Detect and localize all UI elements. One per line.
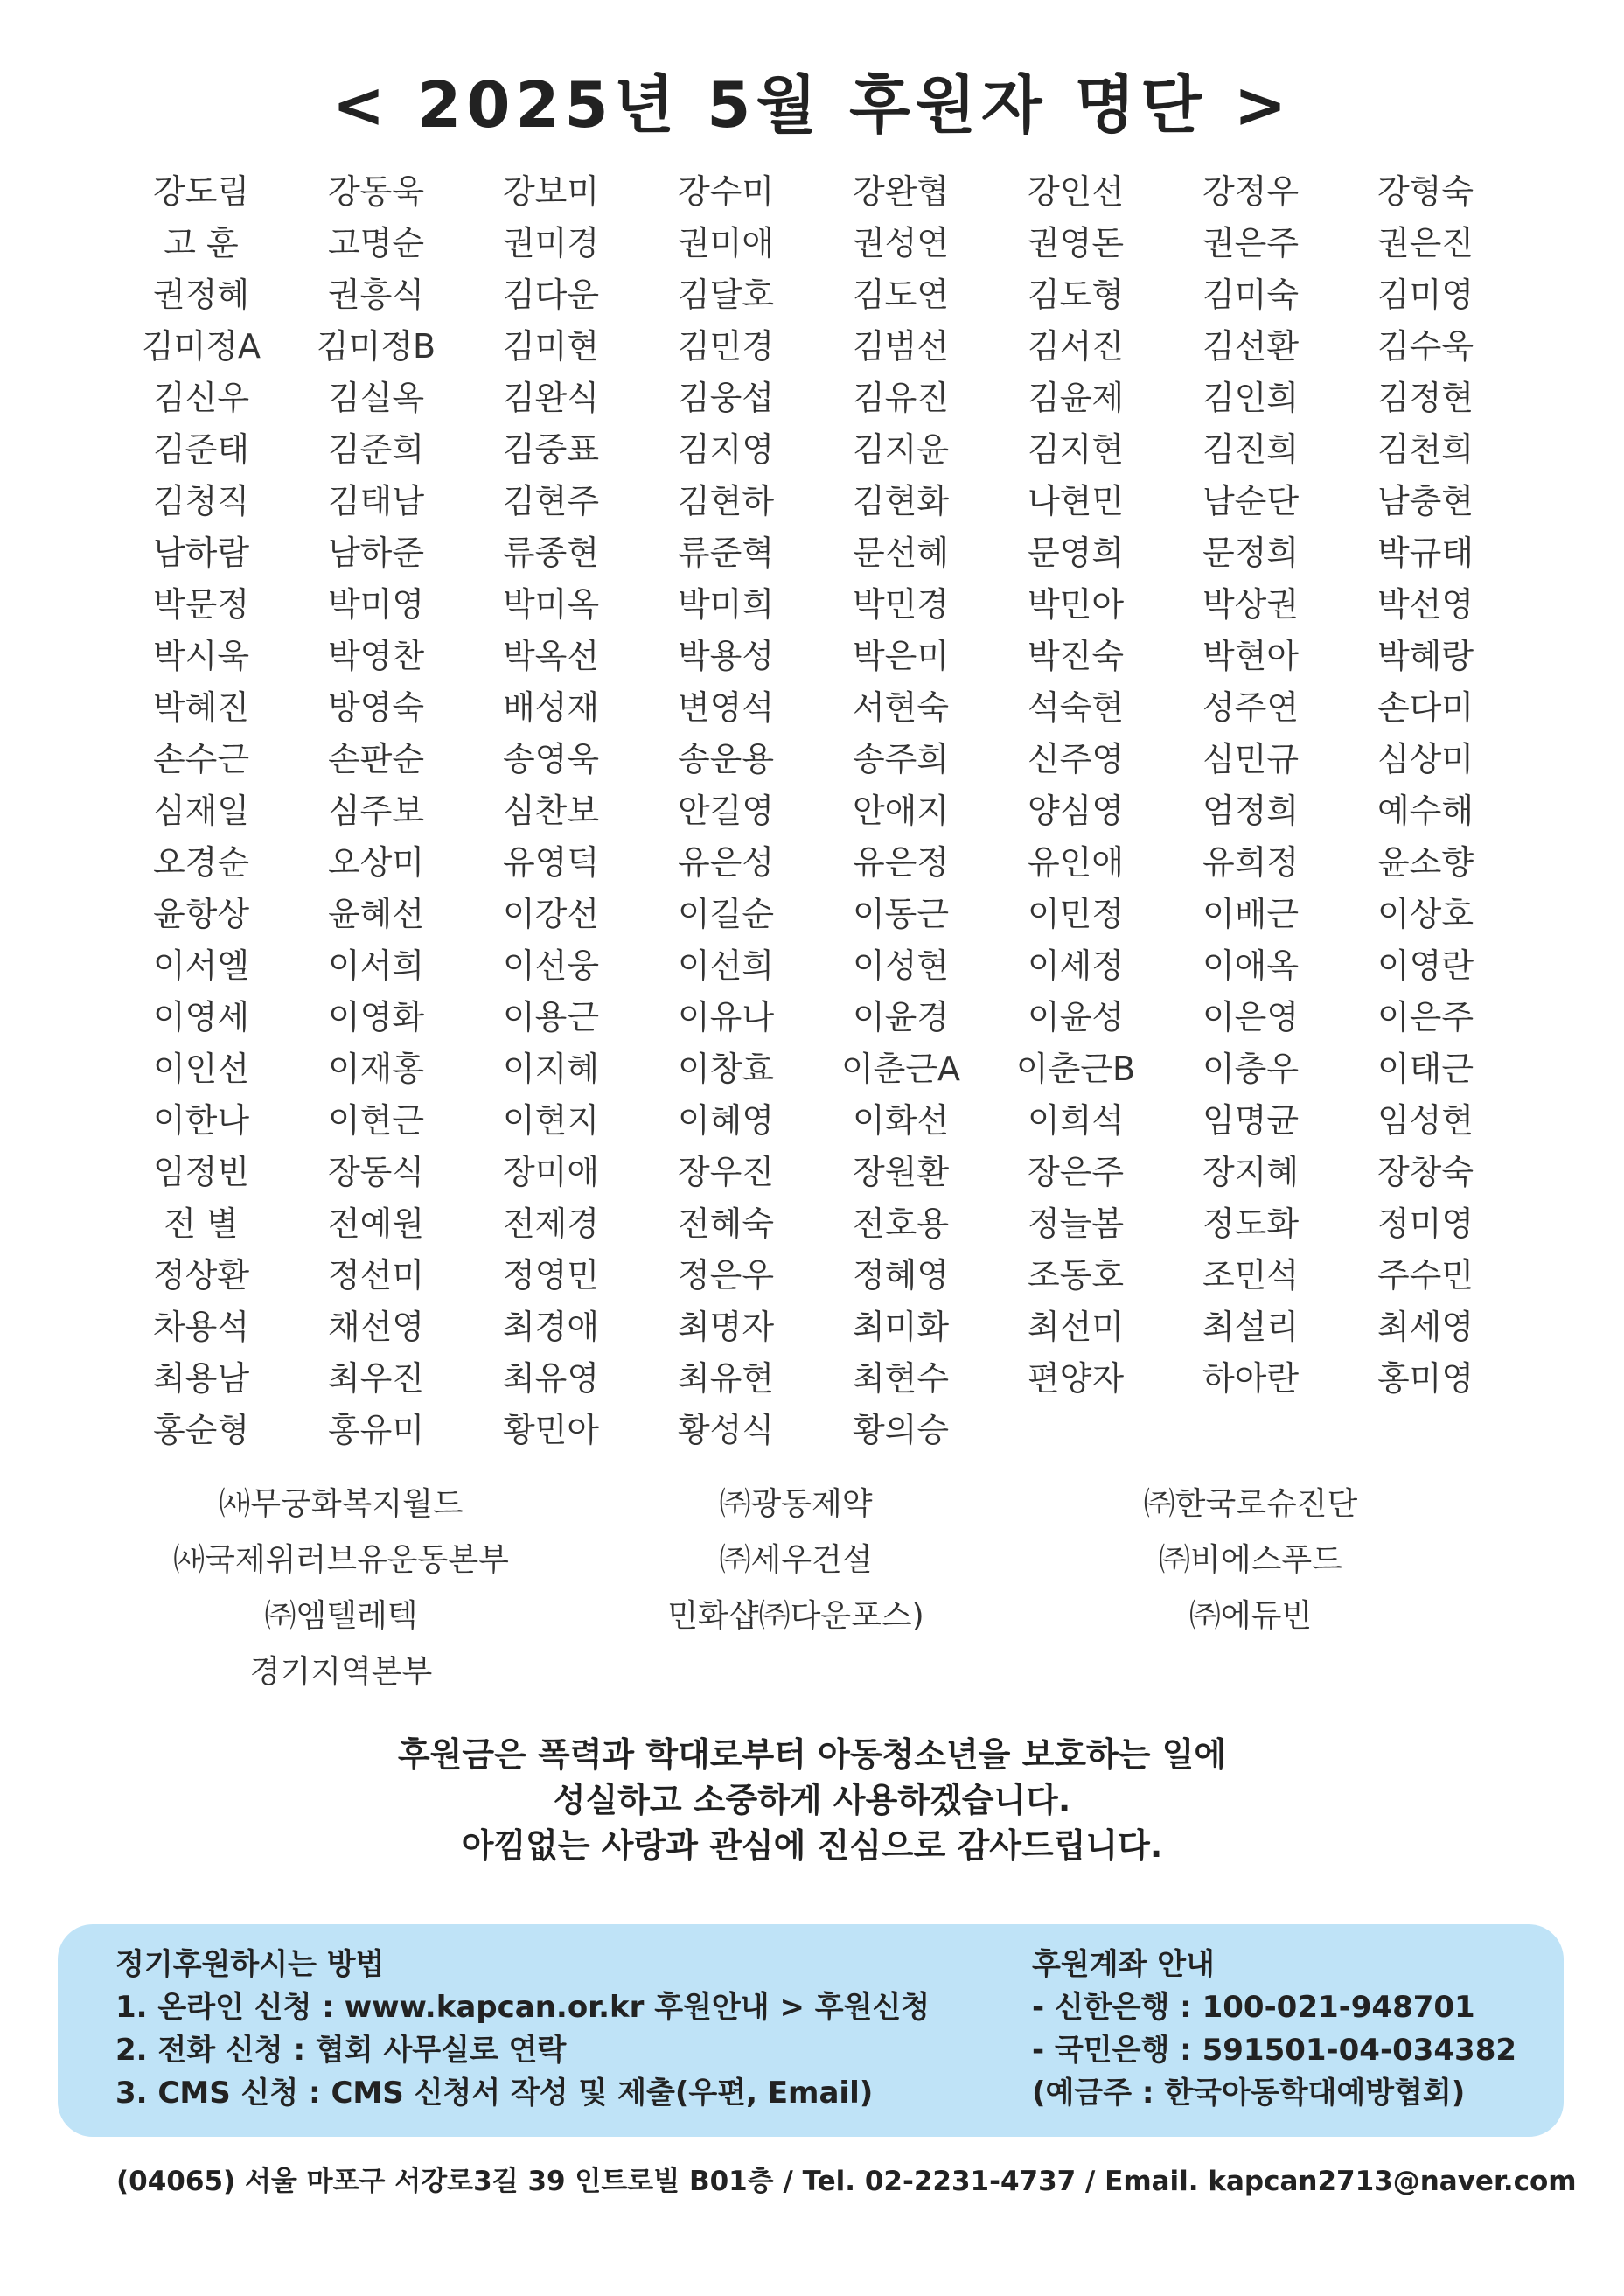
donor-name: 김다운: [502, 276, 600, 314]
donor-name: 박민아: [1027, 585, 1125, 624]
donor-name: 나현민: [1027, 482, 1125, 520]
donor-name: 예수해: [1377, 792, 1474, 830]
donor-name: 문선혜: [852, 534, 950, 572]
donor-name: 박미영: [327, 585, 425, 624]
donor-name: 최세영: [1377, 1308, 1474, 1346]
donor-name: 정선미: [327, 1256, 425, 1295]
donor-name: 이영화: [327, 998, 425, 1036]
donor-name: 송주희: [852, 740, 950, 778]
donor-name: 김수욱: [1377, 327, 1474, 366]
donor-name: 박민경: [852, 585, 950, 624]
donor-name: 이서엘: [152, 946, 250, 985]
donor-name: 강동욱: [327, 172, 425, 211]
donor-name: 박용성: [677, 637, 775, 675]
donor-name: 권은주: [1202, 224, 1300, 262]
donor-name: 이혜영: [677, 1101, 775, 1140]
donor-name: 김지윤: [852, 430, 950, 469]
regular-donation-guide: [115, 1944, 930, 2115]
phone-signup-step: 2. 전화 신청 : 협회 사무실로 연락: [115, 2033, 567, 2068]
donor-name: 문영희: [1027, 534, 1125, 572]
donor-name: 김준태: [152, 430, 250, 469]
donor-name: 전예원: [327, 1204, 425, 1243]
bank-account-guide: [1032, 1944, 1516, 2115]
donor-name: 임명균: [1202, 1101, 1300, 1140]
organization-name: 경기지역본부: [249, 1654, 433, 1690]
donor-name: 권은진: [1377, 224, 1474, 262]
donor-name: 정늘봄: [1027, 1204, 1125, 1243]
donor-name: 전호용: [852, 1204, 950, 1243]
donor-name: 고명순: [327, 224, 425, 262]
donor-name: 홍유미: [327, 1411, 425, 1449]
donor-name: 이현근: [327, 1101, 425, 1140]
donor-name: 최우진: [327, 1359, 425, 1398]
donor-name: 박선영: [1377, 585, 1474, 624]
donor-name: 최현수: [852, 1359, 950, 1398]
donor-name: 이선웅: [502, 946, 600, 985]
donor-name: 최선미: [1027, 1308, 1125, 1346]
donor-name: 최경애: [502, 1308, 600, 1346]
donor-name: 김인희: [1202, 379, 1300, 417]
organization-row: [114, 1532, 1513, 1588]
donor-name: 윤소향: [1377, 843, 1474, 882]
donor-name: 이서희: [327, 946, 425, 985]
donor-name: 하아란: [1202, 1359, 1300, 1398]
donor-name: 이유나: [677, 998, 775, 1036]
donor-name: 김윤제: [1027, 379, 1125, 417]
donor-name: 정영민: [502, 1256, 600, 1295]
donor-name: 권영돈: [1027, 224, 1125, 262]
donor-name: 김신우: [152, 379, 250, 417]
donor-name: 김범선: [852, 327, 950, 366]
donor-name: 조민석: [1202, 1256, 1300, 1295]
organization-name: ㈜세우건설: [719, 1542, 873, 1578]
donor-name: 이창효: [677, 1050, 775, 1088]
donor-name: 김현화: [852, 482, 950, 520]
donor-name: 윤혜선: [327, 895, 425, 933]
donor-name: 김중표: [502, 430, 600, 469]
donor-name: 이은주: [1377, 998, 1474, 1036]
donor-name: 김미영: [1377, 276, 1474, 314]
donor-name: 김민경: [677, 327, 775, 366]
donor-name: 이춘근B: [1015, 1050, 1136, 1088]
donor-name: 채선영: [327, 1308, 425, 1346]
message-line: 아낌없는 사랑과 관심에 진심으로 감사드립니다.: [461, 1826, 1163, 1865]
kookmin-account: - 국민은행 : 591501-04-034382: [1032, 2033, 1517, 2068]
donor-name: 심상미: [1377, 740, 1474, 778]
donor-name: 이배근: [1202, 895, 1300, 933]
donor-name: 남하람: [152, 534, 250, 572]
donor-name: 이춘근A: [840, 1050, 961, 1088]
donor-name: 이민정: [1027, 895, 1125, 933]
donor-name: 임성현: [1377, 1101, 1474, 1140]
donor-name: 권성연: [852, 224, 950, 262]
organization-name: ㈜에듀빈: [1188, 1598, 1313, 1634]
donor-name: 김미정B: [316, 327, 436, 366]
donor-name: 전제경: [502, 1204, 600, 1243]
donor-name: 유영덕: [502, 843, 600, 882]
donor-name: 정은우: [677, 1256, 775, 1295]
donor-name: 강도림: [152, 172, 250, 211]
bank-account-heading: 후원계좌 안내: [1032, 1947, 1215, 1982]
donor-name: 차용석: [152, 1308, 250, 1346]
donor-name: 이인선: [152, 1050, 250, 1088]
donor-name: 박혜진: [152, 688, 250, 727]
donor-name: 김미숙: [1202, 276, 1300, 314]
organization-name: ㈔국제위러브유운동본부: [173, 1542, 509, 1578]
donor-name: 이은영: [1202, 998, 1300, 1036]
donor-name: 남순단: [1202, 482, 1300, 520]
donor-name: 김정현: [1377, 379, 1474, 417]
message-line: 후원금은 폭력과 학대로부터 아동청소년을 보호하는 일에: [397, 1735, 1227, 1774]
donor-name: 이애옥: [1202, 946, 1300, 985]
donor-name: 전혜숙: [677, 1204, 775, 1243]
donor-name: 문정희: [1202, 534, 1300, 572]
organization-name: ㈜비에스푸드: [1159, 1542, 1342, 1578]
donor-name: 권정혜: [152, 276, 250, 314]
donor-name: 전 별: [164, 1204, 239, 1243]
regular-donation-heading: 정기후원하시는 방법: [115, 1947, 385, 1982]
donor-name: 장원환: [852, 1153, 950, 1191]
donor-name: 박진숙: [1027, 637, 1125, 675]
donor-name: 심주보: [327, 792, 425, 830]
donor-name: 남하준: [327, 534, 425, 572]
donor-name: 권흥식: [327, 276, 425, 314]
donor-name: 김현하: [677, 482, 775, 520]
donor-name: 김실옥: [327, 379, 425, 417]
donor-name: 성주연: [1202, 688, 1300, 727]
donor-name: 이화선: [852, 1101, 950, 1140]
donor-name: 편양자: [1027, 1359, 1125, 1398]
organization-name: 민화샵㈜다운포스): [667, 1598, 924, 1634]
donor-name: 유인애: [1027, 843, 1125, 882]
donor-name: 김서진: [1027, 327, 1125, 366]
donor-name: 김선환: [1202, 327, 1300, 366]
donor-name: 오상미: [327, 843, 425, 882]
donor-name: 김도형: [1027, 276, 1125, 314]
donor-name: 안애지: [852, 792, 950, 830]
donor-name: 김지현: [1027, 430, 1125, 469]
donor-name: 황성식: [677, 1411, 775, 1449]
account-holder: (예금주 : 한국아동학대예방협회): [1032, 2076, 1466, 2111]
donor-name: 박혜랑: [1377, 637, 1474, 675]
organization-name: [568, 1644, 1023, 1700]
donor-name: 유희정: [1202, 843, 1300, 882]
donor-name-grid: [114, 166, 1513, 1456]
organization-row: [114, 1588, 1513, 1644]
donor-name: 박영찬: [327, 637, 425, 675]
donor-name: 최미화: [852, 1308, 950, 1346]
donor-name: 강형숙: [1377, 172, 1474, 211]
donor-name: 정도화: [1202, 1204, 1300, 1243]
organization-row: [114, 1476, 1513, 1532]
donor-name: 정혜영: [852, 1256, 950, 1295]
donor-name: 임정빈: [152, 1153, 250, 1191]
donor-name: 홍순형: [152, 1411, 250, 1449]
donor-name: 홍미영: [1377, 1359, 1474, 1398]
donor-name: 남충현: [1377, 482, 1474, 520]
donor-name: 이영세: [152, 998, 250, 1036]
organization-name: ㈜한국로슈진단: [1143, 1486, 1358, 1522]
donor-name: 김태남: [327, 482, 425, 520]
donor-name: 류종현: [502, 534, 600, 572]
donor-name: 석숙현: [1027, 688, 1125, 727]
organization-row: [114, 1644, 1513, 1700]
donor-name: 이성현: [852, 946, 950, 985]
donor-name: 박미희: [677, 585, 775, 624]
cms-signup-step: 3. CMS 신청 : CMS 신청서 작성 및 제출(우편, Email): [115, 2076, 874, 2111]
donor-name: 김달호: [677, 276, 775, 314]
donor-name: 최유현: [677, 1359, 775, 1398]
message-line: 성실하고 소중하게 사용하겠습니다.: [553, 1781, 1071, 1819]
donor-name: 엄정희: [1202, 792, 1300, 830]
donor-name: 안길영: [677, 792, 775, 830]
donor-name: 손다미: [1377, 688, 1474, 727]
donor-name: 오경순: [152, 843, 250, 882]
donor-name: 김천희: [1377, 430, 1474, 469]
donor-name: 윤항상: [152, 895, 250, 933]
donor-name: 박미옥: [502, 585, 600, 624]
donor-name: 박옥선: [502, 637, 600, 675]
donor-name: 강완협: [852, 172, 950, 211]
donor-name: 김현주: [502, 482, 600, 520]
donor-name: 유은정: [852, 843, 950, 882]
donor-name: 조동호: [1027, 1256, 1125, 1295]
donor-name: 박상권: [1202, 585, 1300, 624]
donor-name: 심재일: [152, 792, 250, 830]
organization-name: ㈔무궁화복지월드: [219, 1486, 464, 1522]
donor-name: 김도연: [852, 276, 950, 314]
donor-name: 박현아: [1202, 637, 1300, 675]
donor-name: 이상호: [1377, 895, 1474, 933]
donor-name: 이현지: [502, 1101, 600, 1140]
donor-name: 김완식: [502, 379, 600, 417]
donor-name: 손판순: [327, 740, 425, 778]
donor-name: 박문정: [152, 585, 250, 624]
donor-name: 이용근: [502, 998, 600, 1036]
donor-name: 이길순: [677, 895, 775, 933]
donor-name: 박규태: [1377, 534, 1474, 572]
donor-name: 고 훈: [164, 224, 239, 262]
donation-info-box: [58, 1924, 1564, 2137]
donor-name: 김웅섭: [677, 379, 775, 417]
thank-you-message: [0, 1732, 1624, 1868]
donor-name: 최명자: [677, 1308, 775, 1346]
donor-name: 최용남: [152, 1359, 250, 1398]
donor-name: 이영란: [1377, 946, 1474, 985]
donor-name: 이충우: [1202, 1050, 1300, 1088]
donor-name: 송영욱: [502, 740, 600, 778]
donor-name: 심찬보: [502, 792, 600, 830]
donor-name: 이희석: [1027, 1101, 1125, 1140]
donor-name: 이세정: [1027, 946, 1125, 985]
donor-name: 서현숙: [852, 688, 950, 727]
donor-name: 권미경: [502, 224, 600, 262]
organization-name: ㈜광동제약: [719, 1486, 873, 1522]
donor-name: 심민규: [1202, 740, 1300, 778]
donor-name: 박은미: [852, 637, 950, 675]
organization-name: [1023, 1644, 1478, 1700]
contact-footer: (04065) 서울 마포구 서강로3길 39 인트로빌 B01층 / Tel. 02-2231-4737 / Email. kapcan2713@naver.com: [116, 2166, 1577, 2197]
donor-name: 장은주: [1027, 1153, 1125, 1191]
donor-name: 장동식: [327, 1153, 425, 1191]
donor-name: 송운용: [677, 740, 775, 778]
donor-name: 김유진: [852, 379, 950, 417]
donor-name: 이선희: [677, 946, 775, 985]
donor-name: 배성재: [502, 688, 600, 727]
donor-name: 장창숙: [1377, 1153, 1474, 1191]
donor-name: 강정우: [1202, 172, 1300, 211]
donor-name: 강수미: [677, 172, 775, 211]
page-title: < 2025년 5월 후원자 명단 >: [331, 68, 1293, 142]
donor-name: 강인선: [1027, 172, 1125, 211]
donor-name: 황민아: [502, 1411, 600, 1449]
donor-name: 김지영: [677, 430, 775, 469]
donor-name: 이지혜: [502, 1050, 600, 1088]
donor-name: 강보미: [502, 172, 600, 211]
donor-name: 주수민: [1377, 1256, 1474, 1295]
donor-name: 황의승: [852, 1411, 950, 1449]
donor-name: 이윤경: [852, 998, 950, 1036]
donor-name: 정상환: [152, 1256, 250, 1295]
donor-name: 유은성: [677, 843, 775, 882]
donor-name: 정미영: [1377, 1204, 1474, 1243]
donor-name: 김청직: [152, 482, 250, 520]
donor-name: 최설리: [1202, 1308, 1300, 1346]
donor-name: 류준혁: [677, 534, 775, 572]
donor-name: 권미애: [677, 224, 775, 262]
organization-list: [114, 1476, 1513, 1700]
donor-name: 장우진: [677, 1153, 775, 1191]
donor-name: 손수근: [152, 740, 250, 778]
donor-name: 이재홍: [327, 1050, 425, 1088]
donor-name: 이태근: [1377, 1050, 1474, 1088]
shinhan-account: - 신한은행 : 100-021-948701: [1032, 1990, 1475, 2025]
donor-name: 김미정A: [141, 327, 261, 366]
donor-name: 방영숙: [327, 688, 425, 727]
donor-name: 이강선: [502, 895, 600, 933]
donor-name: 이동근: [852, 895, 950, 933]
donor-name: 박시욱: [152, 637, 250, 675]
donor-name: 장지혜: [1202, 1153, 1300, 1191]
donor-name: 이윤성: [1027, 998, 1125, 1036]
donor-name: 김준희: [327, 430, 425, 469]
donor-name: 변영석: [677, 688, 775, 727]
donor-name: 신주영: [1027, 740, 1125, 778]
donor-name: 양심영: [1027, 792, 1125, 830]
donor-name: 김미현: [502, 327, 600, 366]
online-signup-step: 1. 온라인 신청 : www.kapcan.or.kr 후원안내 > 후원신청: [115, 1990, 930, 2025]
donor-name: 장미애: [502, 1153, 600, 1191]
donor-name: 이한나: [152, 1101, 250, 1140]
donor-name: 최유영: [502, 1359, 600, 1398]
donor-name: 김진희: [1202, 430, 1300, 469]
organization-name: ㈜엠텔레텍: [264, 1598, 418, 1634]
